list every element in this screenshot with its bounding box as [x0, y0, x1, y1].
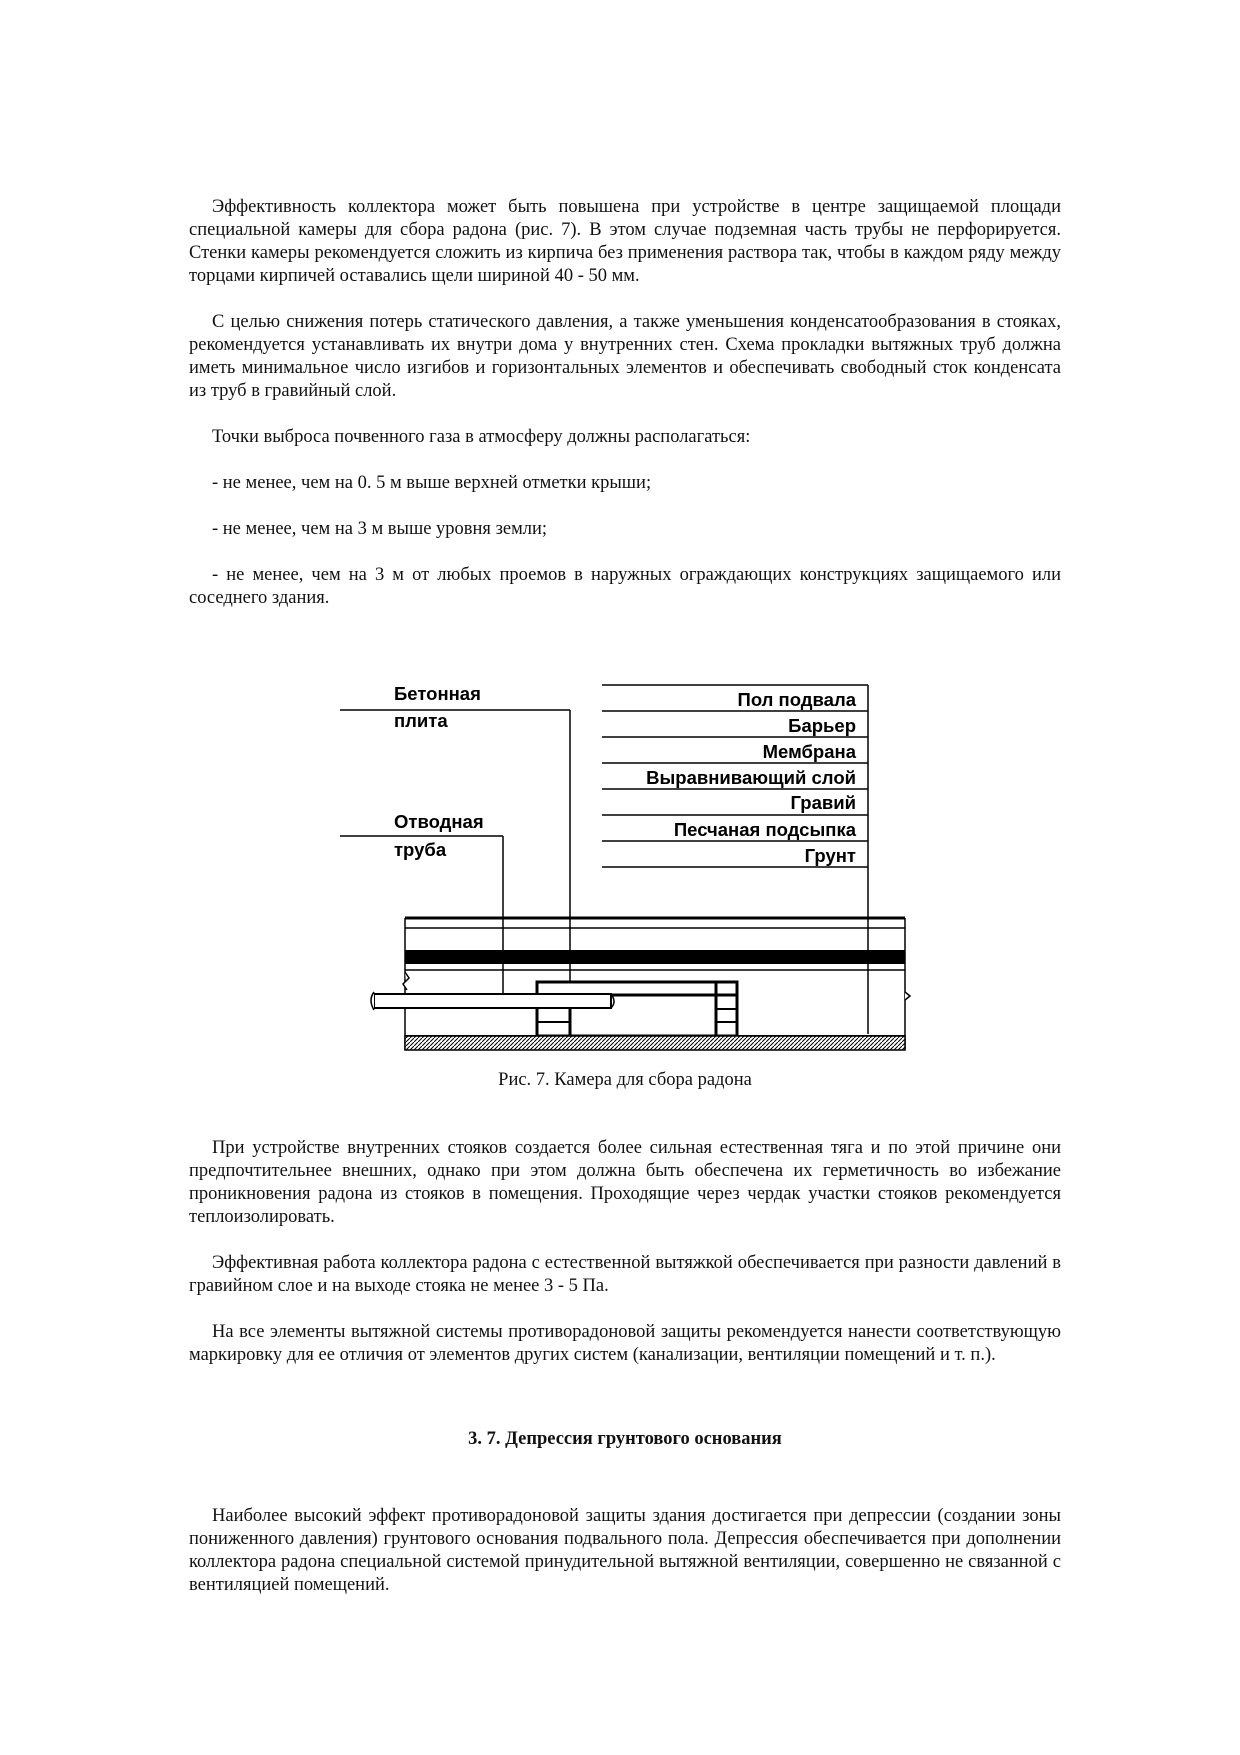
layer-label-soil: Грунт	[804, 845, 856, 866]
paragraph-collector-chamber: Эффективность коллектора может быть повышена при устройстве в центре защищаемой площади специальной камеры для сбора радона (рис. 7). В этом случае подземная часть трубы не перфорируется. Стенки камеры рекомендуется сложить из кирпича без применения раствора так, чтобы в каждом ряду между торцами кирпичей оставались щели шириной 40 - 50 мм.	[189, 197, 1061, 286]
paragraph-internal-stacks: При устройстве внутренних стояков создается более сильная естественная тяга и по этой причине они предпочтительнее внешних, однако при этом должна быть обеспечена их герметичность во избежание проникновения радона из стояков в помещения. Проходящие через чердак участки стояков рекомендуется теплоизолировать.	[189, 1138, 1061, 1227]
label-concrete-slab-line2: плита	[394, 710, 448, 731]
soil-hatching	[405, 1036, 905, 1050]
cross-section	[371, 918, 910, 1050]
radon-chamber-diagram	[330, 670, 930, 1080]
layer-label-membrane: Мембрана	[762, 741, 856, 762]
drain-pipe	[374, 994, 611, 1008]
section-heading: 3. 7. Депрессия грунтового основания	[468, 1429, 782, 1449]
figure-caption: Рис. 7. Камера для сбора радона	[498, 1070, 752, 1090]
paragraph-marking: На все элементы вытяжной системы противорадоновой защиты рекомендуется нанести соответствующую маркировку для ее отличия от элементов других систем (канализации, вентиляции помещений и т. п.).	[189, 1322, 1061, 1365]
list-item-ground: - не менее, чем на 3 м выше уровня земли;	[212, 519, 548, 539]
label-concrete-slab-line1: Бетонная	[394, 683, 481, 704]
layer-label-sand: Песчаная подсыпка	[673, 819, 856, 840]
paragraph-emission-points-intro: Точки выброса почвенного газа в атмосферу должны располагаться:	[212, 427, 751, 447]
layer-label-leveling: Выравнивающий слой	[646, 767, 856, 788]
paragraph-depression: Наиболее высокий эффект противорадоновой защиты здания достигается при депрессии (создании зоны пониженного давления) грунтового основания подвального пола. Депрессия обеспечивается при дополнении коллектора радона специальной системой принудительной вытяжной вентиляции, совершенно не связанной с вентиляцией помещений.	[189, 1506, 1061, 1595]
list-item-roof: - не менее, чем на 0. 5 м выше верхней отметки крыши;	[212, 473, 652, 493]
radon-chamber-figure	[330, 670, 930, 1080]
membrane-layer	[405, 950, 905, 964]
layer-label-barrier: Барьер	[788, 715, 856, 736]
paragraph-natural-draft: Эффективная работа коллектора радона с естественной вытяжкой обеспечивается при разности давлений в гравийном слое и на выходе стояка не менее 3 - 5 Па.	[189, 1253, 1061, 1296]
layer-label-gravel: Гравий	[790, 792, 856, 813]
list-item-openings: - не менее, чем на 3 м от любых проемов в наружных ограждающих конструкциях защищаемого или соседнего здания.	[189, 565, 1061, 608]
label-drain-pipe-line2: труба	[394, 839, 447, 860]
layer-label-basement-floor: Пол подвала	[737, 689, 856, 710]
label-drain-pipe-line1: Отводная	[394, 811, 484, 832]
paragraph-stack-placement: С целью снижения потерь статического давления, а также уменьшения конденсатообразования в стояках, рекомендуется устанавливать их внутри дома у внутренних стен. Схема прокладки вытяжных труб должна иметь минимальное число изгибов и горизонтальных элементов и обеспечивать свободный сток конденсата из труб в гравийный слой.	[189, 312, 1061, 401]
